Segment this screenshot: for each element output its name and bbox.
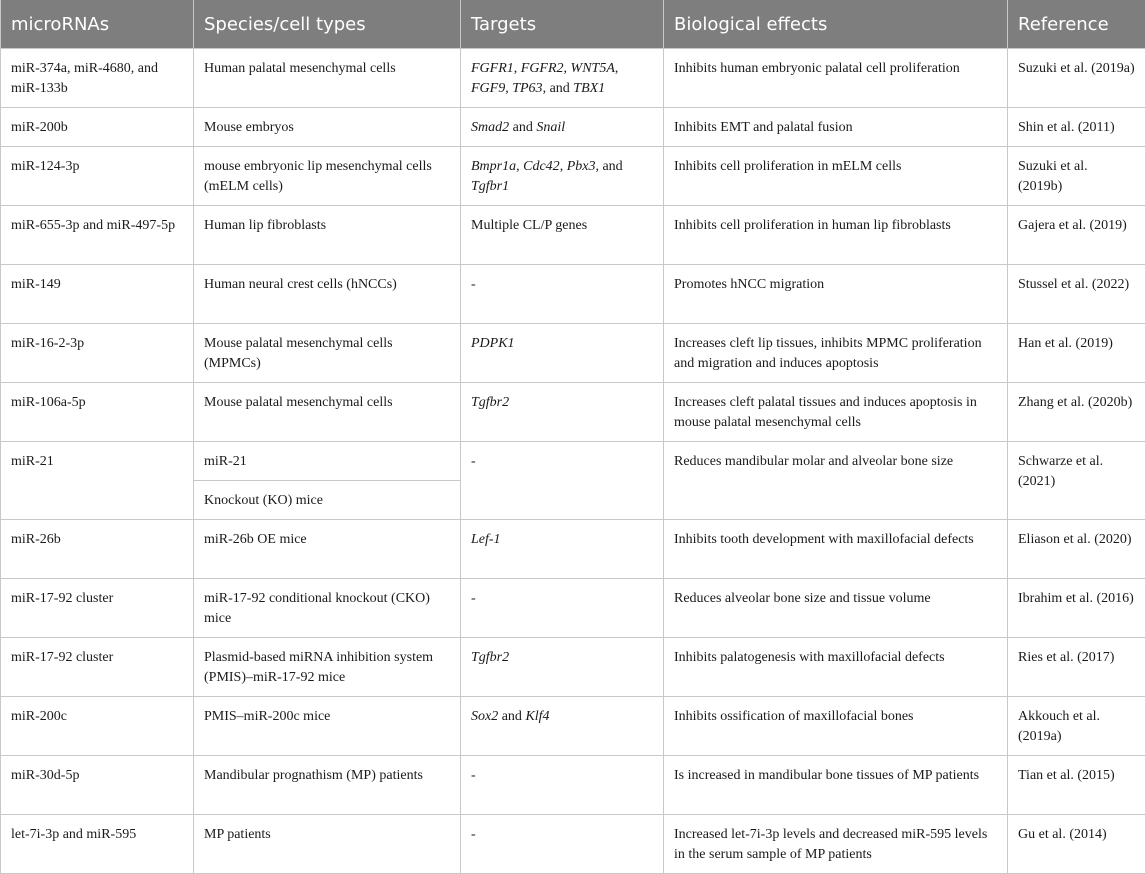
target-text: , [505,81,513,96]
cell-targets [461,442,664,520]
target-gene: Tgfbr2 [471,650,510,665]
header-reference: Reference [1008,0,1145,49]
target-text: and [509,120,537,135]
table-row [1,815,1145,874]
cell-mirna: miR-200c [1,697,194,756]
table-row [1,206,1145,265]
cell-effects: Inhibits EMT and palatal fusion [664,108,1008,147]
target-gene: WNT5A [570,61,615,76]
cell-targets [461,108,664,147]
cell-effects: Promotes hNCC migration [664,265,1008,324]
table-row [1,697,1145,756]
cell-targets [461,265,664,324]
target-gene: FGFR2 [520,61,564,76]
target-text: , and [595,159,623,174]
cell-effects: Is increased in mandibular bone tissues of MP patients [664,756,1008,815]
table-row [1,108,1145,147]
target-text: , [513,61,521,76]
target-gene: Tgfbr1 [471,179,510,194]
cell-species: mouse embryonic lip mesenchymal cells (mELM cells) [194,147,461,206]
cell-effects: Reduces mandibular molar and alveolar bone size [664,442,1008,520]
cell-reference: Suzuki et al. (2019a) [1008,49,1145,108]
cell-species: Plasmid-based miRNA inhibition system (PMIS)–miR-17-92 mice [194,638,461,697]
target-text: - [471,277,476,292]
table-header-row [1,0,1145,49]
table-row [1,265,1145,324]
target-text: - [471,827,476,842]
target-text: , [563,61,571,76]
cell-species: PMIS–miR-200c mice [194,697,461,756]
cell-mirna: miR-17-92 cluster [1,579,194,638]
target-gene: Cdc42 [523,159,560,174]
cell-reference: Gajera et al. (2019) [1008,206,1145,265]
table-row [1,579,1145,638]
cell-effects: Reduces alveolar bone size and tissue volume [664,579,1008,638]
cell-reference: Tian et al. (2015) [1008,756,1145,815]
target-text: , and [542,81,574,96]
cell-reference: Suzuki et al. (2019b) [1008,147,1145,206]
cell-mirna: miR-149 [1,265,194,324]
cell-targets [461,206,664,265]
cell-mirna: miR-21 [1,442,194,520]
cell-mirna: miR-655-3p and miR-497-5p [1,206,194,265]
cell-species: Human lip fibroblasts [194,206,461,265]
cell-mirna: let-7i-3p and miR-595 [1,815,194,874]
cell-targets [461,49,664,108]
target-gene: Snail [536,120,566,135]
cell-reference: Akkouch et al. (2019a) [1008,697,1145,756]
cell-effects: Inhibits ossification of maxillofacial bones [664,697,1008,756]
cell-mirna: miR-17-92 cluster [1,638,194,697]
cell-targets [461,324,664,383]
cell-reference: Gu et al. (2014) [1008,815,1145,874]
target-gene: Sox2 [471,709,499,724]
cell-targets [461,697,664,756]
target-gene: TBX1 [573,81,606,96]
cell-targets [461,147,664,206]
target-text: , [559,159,567,174]
cell-reference: Han et al. (2019) [1008,324,1145,383]
table-row [1,383,1145,442]
cell-species: miR-26b OE mice [194,520,461,579]
cell-reference: Ries et al. (2017) [1008,638,1145,697]
cell-reference: Schwarze et al. (2021) [1008,442,1145,520]
cell-effects: Increases cleft palatal tissues and induces apoptosis in mouse palatal mesenchymal cells [664,383,1008,442]
target-gene: PDPK1 [471,336,515,351]
cell-reference: Zhang et al. (2020b) [1008,383,1145,442]
table-row [1,442,1145,481]
cell-mirna: miR-26b [1,520,194,579]
cell-mirna: miR-30d-5p [1,756,194,815]
cell-targets [461,815,664,874]
table-row [1,756,1145,815]
cell-species: Knockout (KO) mice [194,481,461,520]
cell-effects: Inhibits palatogenesis with maxillofacial defects [664,638,1008,697]
cell-targets [461,579,664,638]
target-gene: FGF9 [471,81,506,96]
cell-mirna: miR-374a, miR-4680, and miR-133b [1,49,194,108]
target-gene: TP63 [512,81,543,96]
target-gene: Tgfbr2 [471,395,510,410]
cell-effects: Inhibits tooth development with maxillofacial defects [664,520,1008,579]
cell-species: Mouse palatal mesenchymal cells (MPMCs) [194,324,461,383]
cell-species: MP patients [194,815,461,874]
cell-mirna: miR-16-2-3p [1,324,194,383]
table-row [1,520,1145,579]
header-effects: Biological effects [664,0,1008,49]
table-row [1,638,1145,697]
header-microrna: microRNAs [1,0,194,49]
cell-effects: Inhibits human embryonic palatal cell proliferation [664,49,1008,108]
cell-targets [461,520,664,579]
cell-species: Human palatal mesenchymal cells [194,49,461,108]
cell-species: Human neural crest cells (hNCCs) [194,265,461,324]
cell-effects: Inhibits cell proliferation in human lip fibroblasts [664,206,1008,265]
target-text: Multiple CL/P genes [471,218,588,233]
target-gene: Bmpr1a [471,159,517,174]
target-gene: Klf4 [525,709,550,724]
cell-reference: Stussel et al. (2022) [1008,265,1145,324]
target-gene: FGFR1 [471,61,514,76]
target-text: - [471,768,476,783]
target-text: - [471,454,476,469]
cell-mirna: miR-124-3p [1,147,194,206]
target-text: - [471,591,476,606]
target-gene: Pbx3 [566,159,596,174]
table-row [1,147,1145,206]
cell-reference: Shin et al. (2011) [1008,108,1145,147]
target-gene: Lef-1 [471,532,501,547]
cell-species: Mouse palatal mesenchymal cells [194,383,461,442]
cell-species: miR-17-92 conditional knockout (CKO) mice [194,579,461,638]
cell-reference: Ibrahim et al. (2016) [1008,579,1145,638]
header-species: Species/cell types [194,0,461,49]
target-text: , [614,61,619,76]
target-text: , [516,159,524,174]
cell-mirna: miR-200b [1,108,194,147]
header-targets: Targets [461,0,664,49]
cell-species: miR-21 [194,442,461,481]
cell-mirna: miR-106a-5p [1,383,194,442]
target-text: and [498,709,526,724]
cell-targets [461,756,664,815]
target-gene: Smad2 [471,120,510,135]
table-row [1,324,1145,383]
cell-targets [461,383,664,442]
table-row [1,49,1145,108]
cell-effects: Increases cleft lip tissues, inhibits MPMC proliferation and migration and induces apoptosis [664,324,1008,383]
cell-effects: Inhibits cell proliferation in mELM cells [664,147,1008,206]
cell-targets [461,638,664,697]
cell-reference: Eliason et al. (2020) [1008,520,1145,579]
cell-effects: Increased let-7i-3p levels and decreased miR-595 levels in the serum sample of MP patients [664,815,1008,874]
cell-species: Mouse embryos [194,108,461,147]
cell-species: Mandibular prognathism (MP) patients [194,756,461,815]
